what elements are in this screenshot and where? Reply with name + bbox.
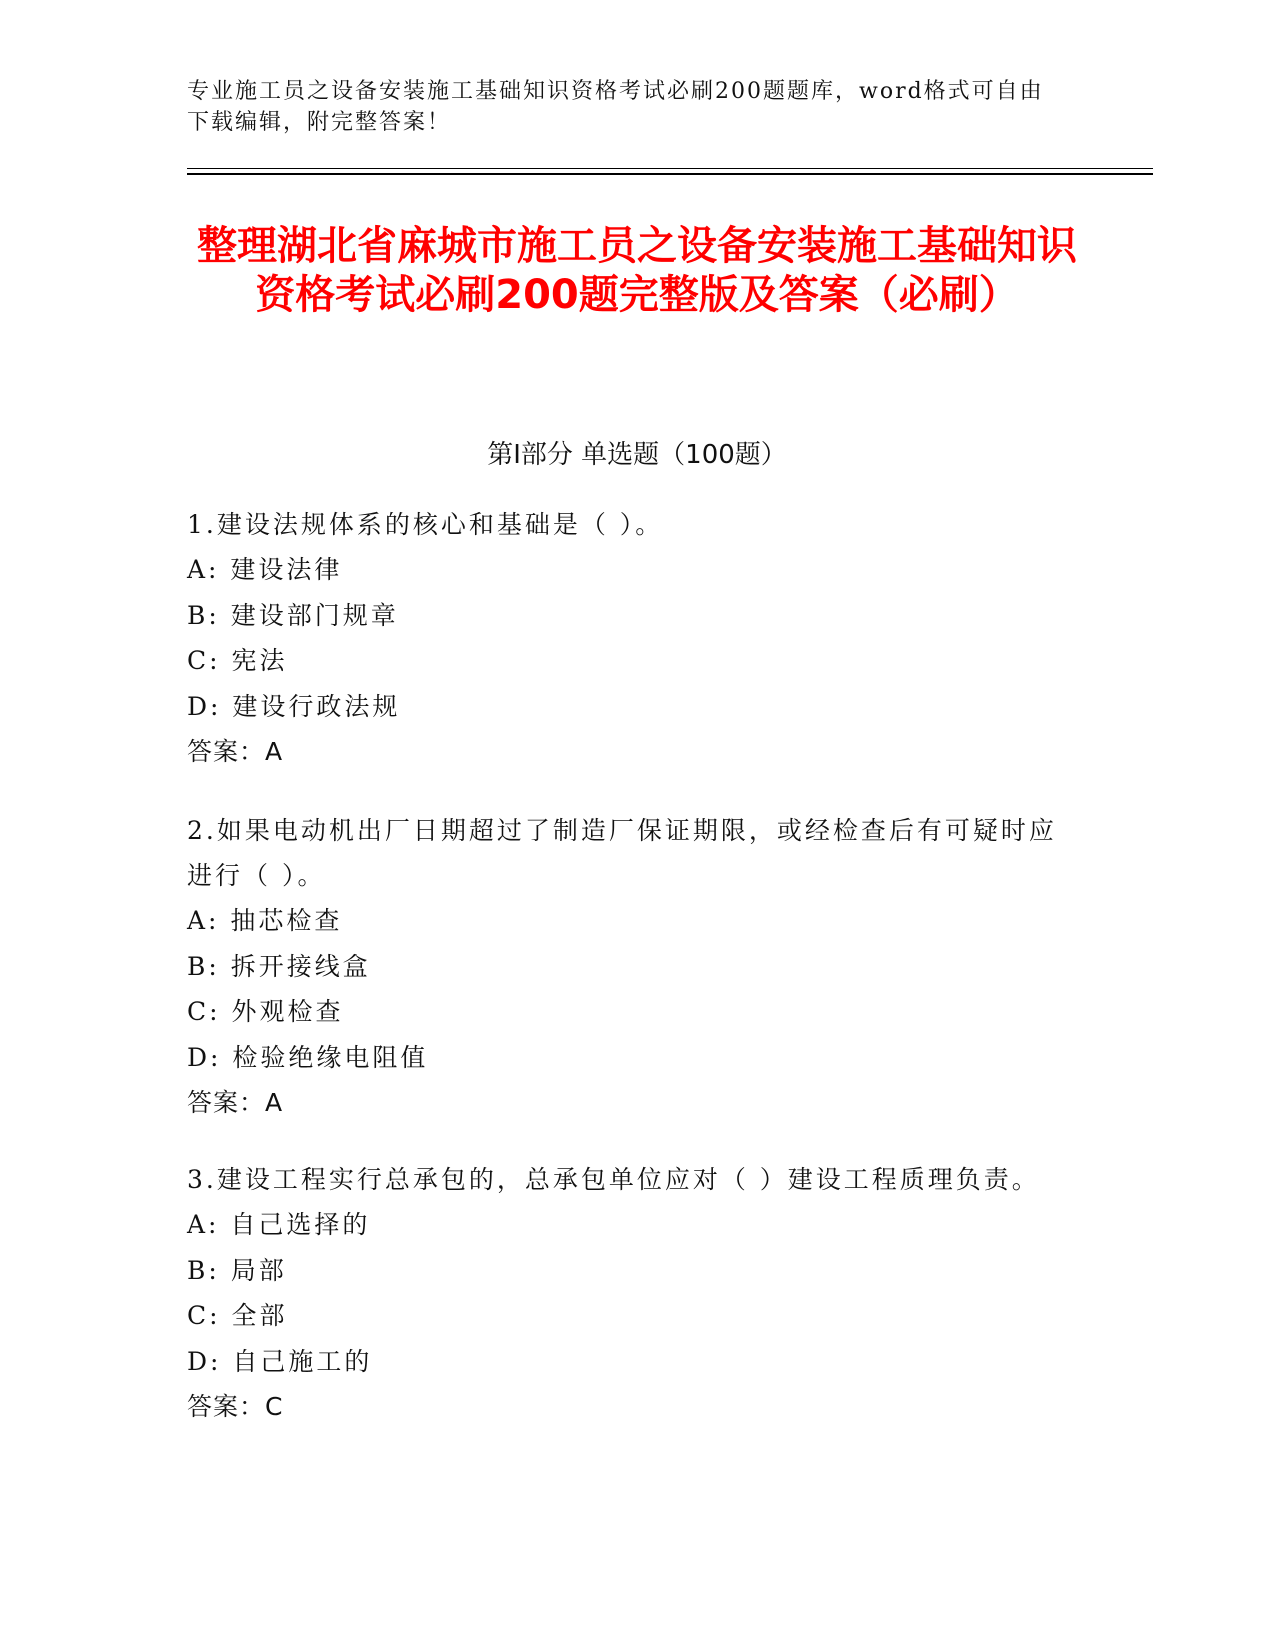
option-d: D: 建设行政法规 xyxy=(187,691,401,721)
question-2 xyxy=(187,808,1067,1125)
option-c: C: 外观检查 xyxy=(187,997,344,1026)
option-d: D: 自己施工的 xyxy=(187,1346,373,1376)
header-note: 专业施工员之设备安装施工基础知识资格考试必刷200题题库，word格式可自由下载编辑，附完整答案！ xyxy=(187,79,1044,135)
document-title: 整理湖北省麻城市施工员之设备安装施工基础知识资格考试必刷200题完整版及答案（必刷） xyxy=(197,223,1077,318)
header-rule-top xyxy=(187,168,1153,169)
option-b: B: 拆开接线盒 xyxy=(187,951,371,981)
option-b: B: 建设部门规章 xyxy=(187,600,399,630)
option-c: C: 宪法 xyxy=(187,646,288,675)
question-text: 3.建设工程实行总承包的，总承包单位应对（ ）建设工程质理负责。 xyxy=(187,1165,1040,1194)
question-text: 1.建设法规体系的核心和基础是（ ）。 xyxy=(187,510,664,539)
option-a: A: 自己选择的 xyxy=(187,1210,371,1239)
option-a: A: 抽芯检查 xyxy=(187,906,343,935)
question-1 xyxy=(187,502,1067,774)
answer-text: 答案：A xyxy=(187,737,284,766)
question-text: 2.如果电动机出厂日期超过了制造厂保证期限，或经检查后有可疑时应进行（ ）。 xyxy=(187,816,1057,890)
option-a: A: 建设法律 xyxy=(187,555,343,584)
option-c: C: 全部 xyxy=(187,1301,288,1330)
answer-text: 答案：A xyxy=(187,1088,284,1117)
question-3 xyxy=(187,1157,1067,1429)
option-b: B: 局部 xyxy=(187,1255,287,1285)
header-rule-bottom xyxy=(187,173,1153,175)
section-heading: 第Ⅰ部分 单选题（100题） xyxy=(487,440,787,470)
answer-text: 答案：C xyxy=(187,1392,284,1421)
option-d: D: 检验绝缘电阻值 xyxy=(187,1042,429,1072)
